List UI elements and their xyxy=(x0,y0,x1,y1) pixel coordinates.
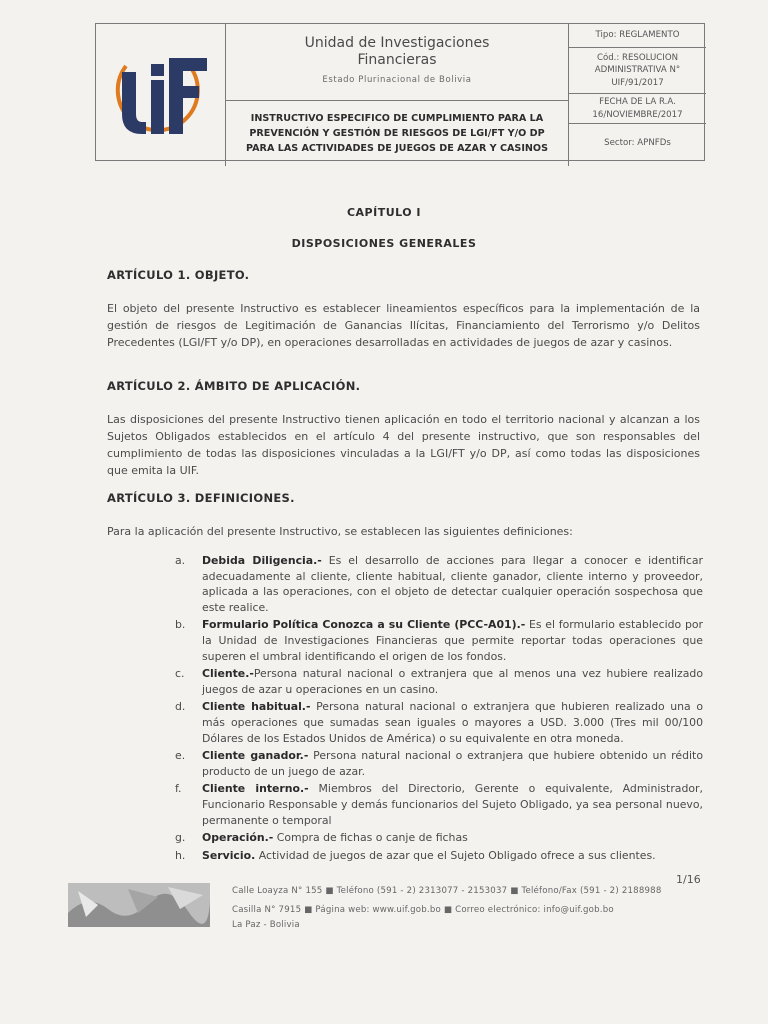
page-number: 1/16 xyxy=(676,873,701,886)
definition-letter: f. xyxy=(175,782,182,796)
document-title xyxy=(226,101,568,162)
doc-sector-cell xyxy=(569,124,706,162)
definition-item xyxy=(175,666,703,697)
definition-text: Miembros del Directorio, Gerente o equivalente, Administrador, Funcionario Responsable y demás funcionarios del Sujeto Obligado, ya sea personal nuevo, permanente o temporal xyxy=(202,782,703,827)
uif-logo-icon xyxy=(96,24,226,162)
definition-term: Formulario Política Conozca a su Cliente (PCC-A01).- xyxy=(202,618,526,632)
article2-heading: ARTÍCULO 2. ÁMBITO DE APLICACIÓN. xyxy=(107,379,361,393)
article3-intro: Para la aplicación del presente Instructivo, se establecen las siguientes definiciones: xyxy=(107,525,573,538)
footer-city: La Paz - Bolivia xyxy=(232,920,300,930)
article1-heading: ARTÍCULO 1. OBJETO. xyxy=(107,268,250,282)
doc-date-line1: FECHA DE LA R.A. xyxy=(599,97,676,107)
doc-type: Tipo: REGLAMENTO xyxy=(595,30,680,41)
footer-contact: Casilla N° 7915 ■ Página web: www.uif.gob.bo ■ Correo electrónico: info@uif.gob.bo xyxy=(232,905,614,915)
title-line3: PARA LAS ACTIVIDADES DE JUEGOS DE AZAR Y CASINOS xyxy=(245,143,548,154)
doc-code-cell xyxy=(569,48,706,94)
definition-term: Cliente interno.- xyxy=(202,782,309,796)
doc-type-cell xyxy=(569,24,706,48)
definition-text: Persona natural nacional o extranjera que hubiere obtenido un rédito producto de un juego de azar. xyxy=(202,749,703,778)
definition-item xyxy=(175,699,703,746)
uif-logo xyxy=(96,24,226,166)
title-line1: INSTRUCTIVO ESPECIFICO DE CUMPLIMIENTO PARA LA xyxy=(250,113,544,124)
chapter-heading: CAPÍTULO I xyxy=(346,206,422,219)
footer-address: Calle Loayza N° 155 ■ Teléfono (591 - 2) 2313077 - 2153037 ■ Teléfono/Fax (591 - 2) 2188988 xyxy=(232,886,662,896)
definition-item xyxy=(175,748,703,779)
doc-sector: Sector: APNFDs xyxy=(604,137,671,148)
definitions-list xyxy=(175,553,703,865)
doc-date-cell xyxy=(569,94,706,124)
document-header-table xyxy=(95,23,705,161)
article3-heading: ARTÍCULO 3. DEFINICIONES. xyxy=(107,491,295,505)
definition-text: Es el desarrollo de acciones para llegar a conocer e identificar adecuadamente al cliente, cliente habitual, cliente ganador, cliente interno y proveedor, aplicada a las operaciones, con el objeto de detectar cualquier operación sospechosa que este realice. xyxy=(202,554,703,614)
definition-text: Es el formulario establecido por la Unidad de Investigaciones Financieras que permite reportar todas operaciones que superen el umbral identificando el origen de los fondos. xyxy=(202,618,703,663)
definition-text: Persona natural nacional o extranjera que hubieren realizado una o más operaciones que sumadas sean iguales o mayores a USD. 3.000 (Tres mil 00/100 Dólares de los Estados Unidos de América) o su equivalente en otra moneda. xyxy=(202,700,704,745)
definition-letter: d. xyxy=(175,700,186,714)
definition-item xyxy=(175,848,703,864)
definition-term: Servicio. xyxy=(202,848,256,862)
article2-text: Las disposiciones del presente Instructivo tienen aplicación en todo el territorio nacional y alcanzan a los Sujetos Obligados establecidos en el artículo 4 del presente instructivo, que son responsables del cumplimiento de todas las disposiciones vinculadas a la LGI/FT y/o DP, así como todas las disposiciones que emita la UIF. xyxy=(107,413,700,477)
definition-text: Actividad de juegos de azar que el Sujeto Obligado ofrece a sus clientes. xyxy=(255,848,656,862)
definition-term: Operación.- xyxy=(202,831,274,845)
definition-letter: e. xyxy=(175,749,186,763)
org-name-line1: Unidad de Investigaciones xyxy=(304,35,490,51)
doc-code-line3: UIF/91/2017 xyxy=(611,77,664,88)
doc-date-line2: 16/NOVIEMBRE/2017 xyxy=(592,109,683,120)
definition-term: Cliente.- xyxy=(202,667,254,681)
doc-code-line1: Cód.: RESOLUCION xyxy=(596,52,679,63)
doc-code-line2: ADMINISTRATIVA N° xyxy=(594,65,681,76)
definition-item xyxy=(175,553,703,615)
org-subtitle: Estado Plurinacional de Bolivia xyxy=(322,75,472,85)
definition-item xyxy=(175,830,703,846)
definition-letter: g. xyxy=(175,831,186,845)
definition-term: Cliente ganador.- xyxy=(202,749,309,763)
definition-text: Compra de fichas o canje de fichas xyxy=(273,831,468,845)
org-name-line2: Financieras xyxy=(357,52,437,68)
definition-term: Cliente habitual.- xyxy=(202,700,311,714)
definition-item xyxy=(175,781,703,828)
definition-letter: a. xyxy=(175,554,186,567)
organization-block xyxy=(226,24,568,101)
article1-text: El objeto del presente Instructivo es establecer lineamientos específicos para la implementación de la gestión de riesgos de Legitimación de Ganancias Ilícitas, Financiamiento del Terrorismo y/o Delitos Precedentes (LGI/FT y/o DP), en operaciones desarrolladas en actividades de juegos de azar y casinos. xyxy=(107,302,700,349)
definition-letter: h. xyxy=(175,848,186,862)
section-heading: DISPOSICIONES GENERALES xyxy=(291,237,477,250)
definition-item xyxy=(175,617,703,664)
footer-decorative-image xyxy=(68,883,210,927)
definition-letter: b. xyxy=(175,618,186,632)
title-line2: PREVENCIÓN Y GESTIÓN DE RIESGOS DE LGI/FT Y/O DP xyxy=(249,128,545,139)
definition-text: Persona natural nacional o extranjera que al menos una vez hubiere realizado juegos de azar u operaciones en un casino. xyxy=(202,667,703,696)
definition-term: Debida Diligencia.- xyxy=(202,554,322,567)
definition-letter: c. xyxy=(175,667,185,681)
